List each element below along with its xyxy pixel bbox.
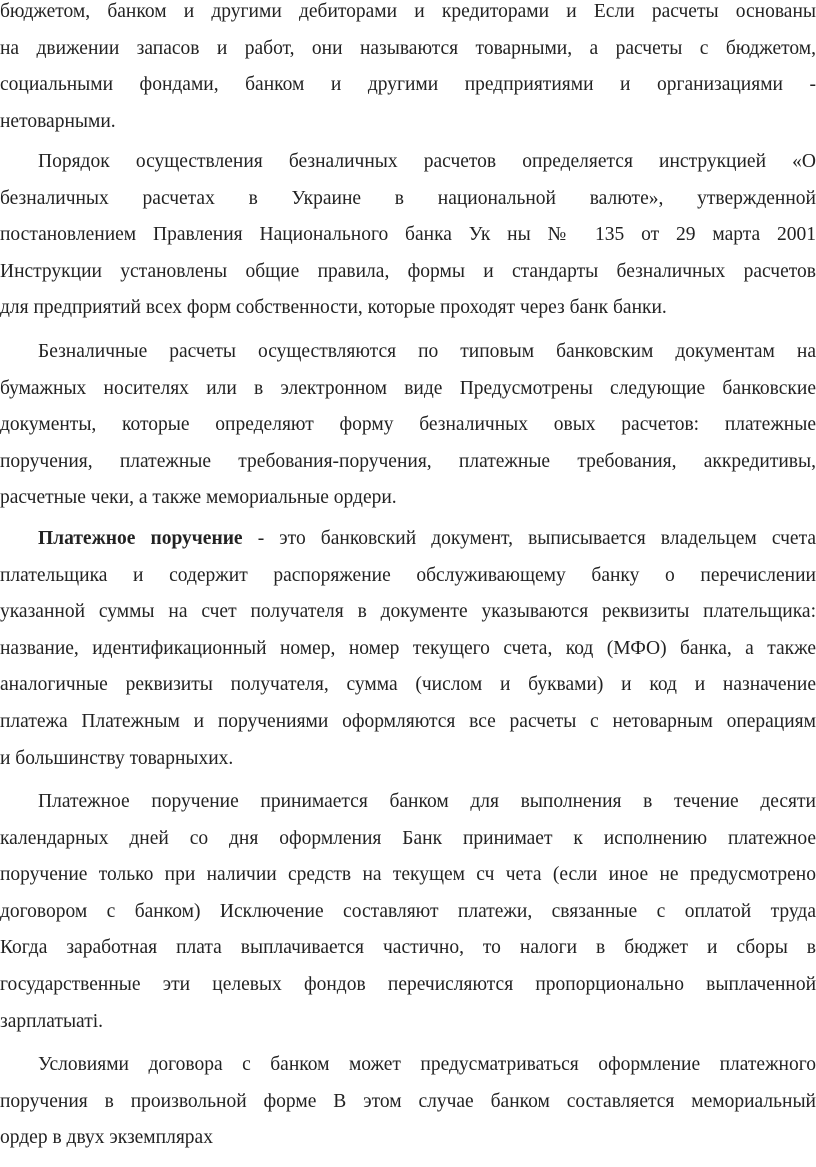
paragraph-1	[0, 0, 816, 140]
text-line: аналогичные реквизиты получателя, сумма (числом и буквами) и код и назначение	[0, 674, 816, 696]
text-line: поручения в произвольной форме В этом случае банком составляется мемориальный	[0, 1090, 816, 1112]
text-line: плательщика и содержит распоряжение обслуживающему банку о перечислении	[0, 564, 816, 586]
text-line: социальными фондами, банком и другими предприятиями и организациями -	[0, 74, 816, 96]
text-line: платежа Платежным и поручениями оформляются все расчеты с нетоварным операциям	[0, 710, 816, 732]
text-line: Условиями договора с банком может предусматриваться оформление платежного	[38, 1054, 816, 1075]
paragraph-3	[0, 334, 816, 517]
text-line: ордер в двух экземплярах	[0, 1127, 213, 1149]
text-line: поручение только при наличии средств на текущем сч чета (если иное не предусмотрено	[0, 864, 816, 886]
bold-term: Платежное поручение	[38, 528, 243, 549]
text-line: договором с банком) Исключение составляют платежи, связанные с оплатой труда	[0, 900, 816, 922]
text-line: Когда заработная плата выплачивается частично, то налоги в бюджет и сборы в	[0, 937, 816, 959]
text-line: Инструкции установлены общие правила, формы и стандарты безналичных расчетов	[0, 260, 816, 282]
paragraph-4	[0, 521, 816, 777]
text-line: поручения, платежные требования-поручения, платежные требования, аккредитивы,	[0, 450, 816, 472]
text-line: безналичных расчетах в Украине в национальной валюте», утвержденной	[0, 187, 816, 209]
text-line: бумажных носителях или в электронном виде Предусмотрены следующие банковские	[0, 377, 816, 399]
text-line: и большинству товарныхих.	[0, 747, 234, 769]
paragraph-6	[0, 1047, 816, 1157]
text-line: зарплатыаті.	[0, 1010, 104, 1032]
paragraph-2	[0, 144, 816, 327]
text-line: государственные эти целевых фондов перечисляются пропорционально выплаченной	[0, 973, 816, 995]
text-line	[0, 521, 816, 558]
text-line: постановлением Правления Национального банка Ук ны № 135 от 29 марта 2001	[0, 224, 816, 246]
text-line: документы, которые определяют форму безналичных овых расчетов: платежные	[0, 414, 816, 436]
paragraph-5	[0, 784, 816, 1040]
text-line: Безналичные расчеты осуществляются по типовым банковским документам на	[38, 341, 816, 362]
text-line: расчетные чеки, а также мемориальные ордери.	[0, 487, 397, 509]
text-line: нетоварными.	[0, 110, 116, 132]
text-line: на движении запасов и работ, они называются товарными, а расчеты с бюджетом,	[0, 37, 816, 59]
text-line: указанной суммы на счет получателя в документе указываются реквизиты плательщика:	[0, 601, 816, 623]
text-line: название, идентификационный номер, номер текущего счета, код (МФО) банка, а также	[0, 637, 816, 659]
text-line: для предприятий всех форм собственности, которые проходят через банк банки.	[0, 297, 667, 319]
text-line: календарных дней со дня оформления Банк принимает к исполнению платежное	[0, 827, 816, 849]
text-line: Порядок осуществления безналичных расчетов определяется инструкцией «О	[38, 151, 816, 172]
text-line: Платежное поручение принимается банком для выполнения в течение десяти	[38, 791, 816, 812]
text-run: - это банковский документ, выписывается владельцем счета	[242, 528, 816, 549]
text-line: бюджетом, банком и другими дебиторами и кредиторами и Если расчеты основаны	[0, 1, 816, 22]
